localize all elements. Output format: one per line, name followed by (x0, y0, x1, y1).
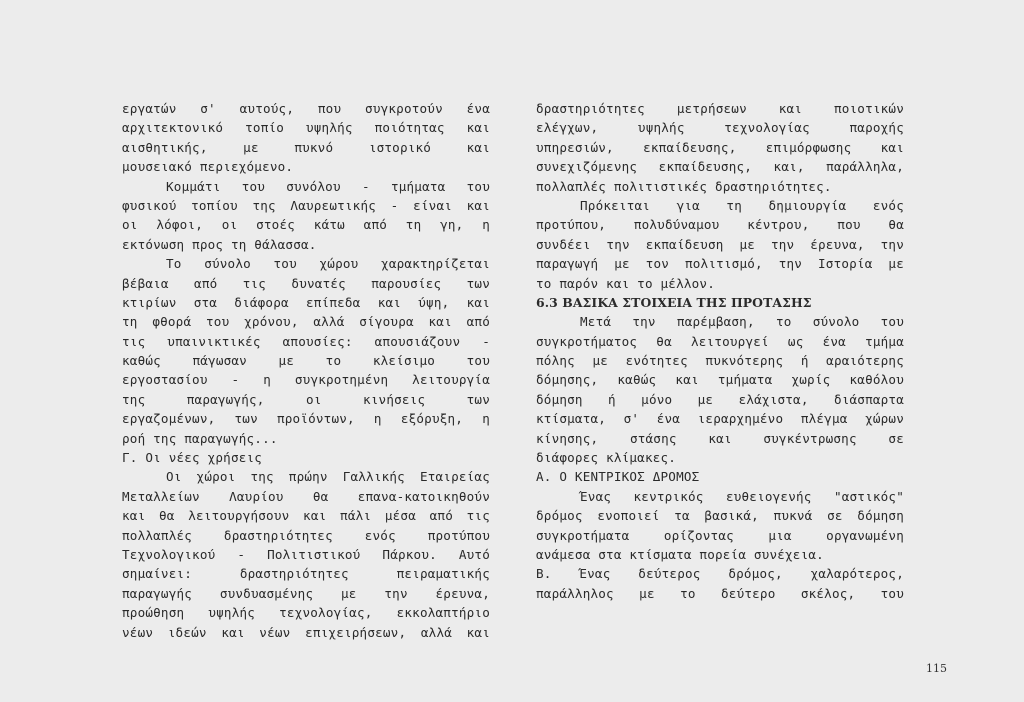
text-line: Κομμάτι του συνόλου - τμήματα του (166, 178, 490, 194)
text-line: Α. Ο ΚΕΝΤΡΙΚΟΣ ΔΡΟΜΟΣ (536, 469, 700, 485)
text-line: προτύπου, πολυδύναμου κέντρου, που θα (536, 217, 904, 233)
text-line: κτιρίων στα διάφορα επίπεδα και ύψη, και (122, 294, 490, 310)
text-line: σημαίνει: δραστηριότητες πειραματικής (122, 566, 490, 582)
text-line: δόμησης, καθώς και τμήματα χωρίς καθόλου (536, 372, 904, 388)
text-line: τις υπαινικτικές απουσίες: απουσιάζουν - (122, 333, 490, 349)
text-line: ροή της παραγωγής... (122, 430, 278, 446)
text-line: νέων ιδεών και νέων επιχειρήσεων, αλλά και (122, 624, 490, 640)
text-line: υπηρεσιών, εκπαίδευσης, επιμόρφωσης και (536, 139, 904, 155)
text-line: Ένας κεντρικός ευθειογενής "αστικός" (580, 488, 904, 504)
text-line: της παραγωγής, οι κινήσεις των (122, 391, 490, 407)
section-heading: 6.3 ΒΑΣΙΚΑ ΣΤΟΙΧΕΙΑ ΤΗΣ ΠΡΟΤΑΣΗΣ (536, 294, 812, 310)
text-line: εργατών σ' αυτούς, που συγκροτούν ένα (122, 101, 490, 116)
text-line: παραγωγής συνδυασμένης με την έρευνα, (122, 585, 490, 601)
text-line: βέβαια από τις δυνατές παρουσίες των (122, 275, 490, 291)
text-line: δραστηριότητες μετρήσεων και ποιοτικών (536, 101, 904, 116)
text-line: παράλληλος με το δεύτερο σκέλος, του (536, 585, 904, 601)
right-text-column (536, 99, 904, 603)
text-line: πολλαπλές πολιτιστικές δραστηριότητες. (536, 178, 832, 194)
text-line: μουσειακό περιεχόμενο. (122, 159, 294, 175)
text-line: ελέγχων, υψηλής τεχνολογίας παροχής (536, 120, 904, 136)
text-line: συγκροτήματος θα λειτουργεί ως ένα τμήμα (536, 333, 904, 349)
text-line: Μετά την παρέμβαση, το σύνολο του (580, 314, 904, 330)
text-line: Μεταλλείων Λαυρίου θα επανα-κατοικηθούν (122, 488, 490, 504)
text-line: Οι χώροι της πρώην Γαλλικής Εταιρείας (166, 469, 490, 485)
text-line: δόμηση ή μόνο με ελάχιστα, διάσπαρτα (536, 391, 904, 407)
text-line: συνεχιζόμενης εκπαίδευσης, και, παράλληλα, (536, 159, 904, 175)
text-line: διάφορες κλίμακες. (536, 450, 677, 466)
text-line: και θα λειτουργήσουν και πάλι μέσα από τις (122, 508, 490, 524)
text-line: κίνησης, στάσης και συγκέντρωσης σε (536, 430, 904, 446)
text-line: Β. Ένας δεύτερος δρόμος, χαλαρότερος, (536, 566, 904, 582)
text-line: αρχιτεκτονικό τοπίο υψηλής ποιότητας και (122, 120, 490, 136)
text-line: το παρόν και το μέλλον. (536, 275, 715, 291)
text-line: κτίσματα, σ' ένα ιεραρχημένο πλέγμα χώρων (536, 411, 904, 427)
page-number: 115 (926, 662, 947, 675)
text-line: εργαζομένων, των προϊόντων, η εξόρυξη, η (122, 411, 490, 427)
text-line: συνδέει την εκπαίδευση με την έρευνα, την (536, 236, 904, 252)
text-line: φυσικού τοπίου της Λαυρεωτικής - είναι και (122, 197, 490, 213)
text-line: αισθητικής, με πυκνό ιστορικό και (122, 139, 490, 155)
text-line: οι λόφοι, οι στοές κάτω από τη γη, η (122, 217, 490, 233)
text-line: Πρόκειται για τη δημιουργία ενός (580, 197, 904, 213)
text-line: εργοστασίου - η συγκροτημένη λειτουργία (122, 372, 490, 388)
text-line: Το σύνολο του χώρου χαρακτηρίζεται (166, 256, 490, 272)
text-line: Τεχνολογικού - Πολιτιστικού Πάρκου. Αυτό (122, 546, 490, 562)
text-line: συγκροτήματα ορίζοντας μια οργανωμένη (536, 527, 904, 543)
text-line: Γ. Οι νέες χρήσεις (122, 450, 263, 466)
left-text-column (122, 99, 490, 642)
text-line: δρόμος ενοποιεί τα βασικά, πυκνά σε δόμηση (536, 508, 904, 524)
text-line: τη φθορά του χρόνου, αλλά σίγουρα και από (122, 314, 490, 330)
text-line: πολλαπλές δραστηριότητες ενός προτύπου (122, 527, 490, 543)
text-line: ανάμεσα στα κτίσματα πορεία συνέχεια. (536, 546, 824, 562)
text-line: προώθηση υψηλής τεχνολογίας, εκκολαπτήριο (122, 605, 490, 621)
text-line: παραγωγή με τον πολιτισμό, την Ιστορία με (536, 256, 904, 272)
text-line: εκτόνωση προς τη θάλασσα. (122, 236, 317, 252)
text-line: πόλης με ενότητες πυκνότερης ή αραιότερης (536, 353, 904, 369)
text-line: καθώς πάγωσαν με το κλείσιμο του (122, 353, 490, 369)
